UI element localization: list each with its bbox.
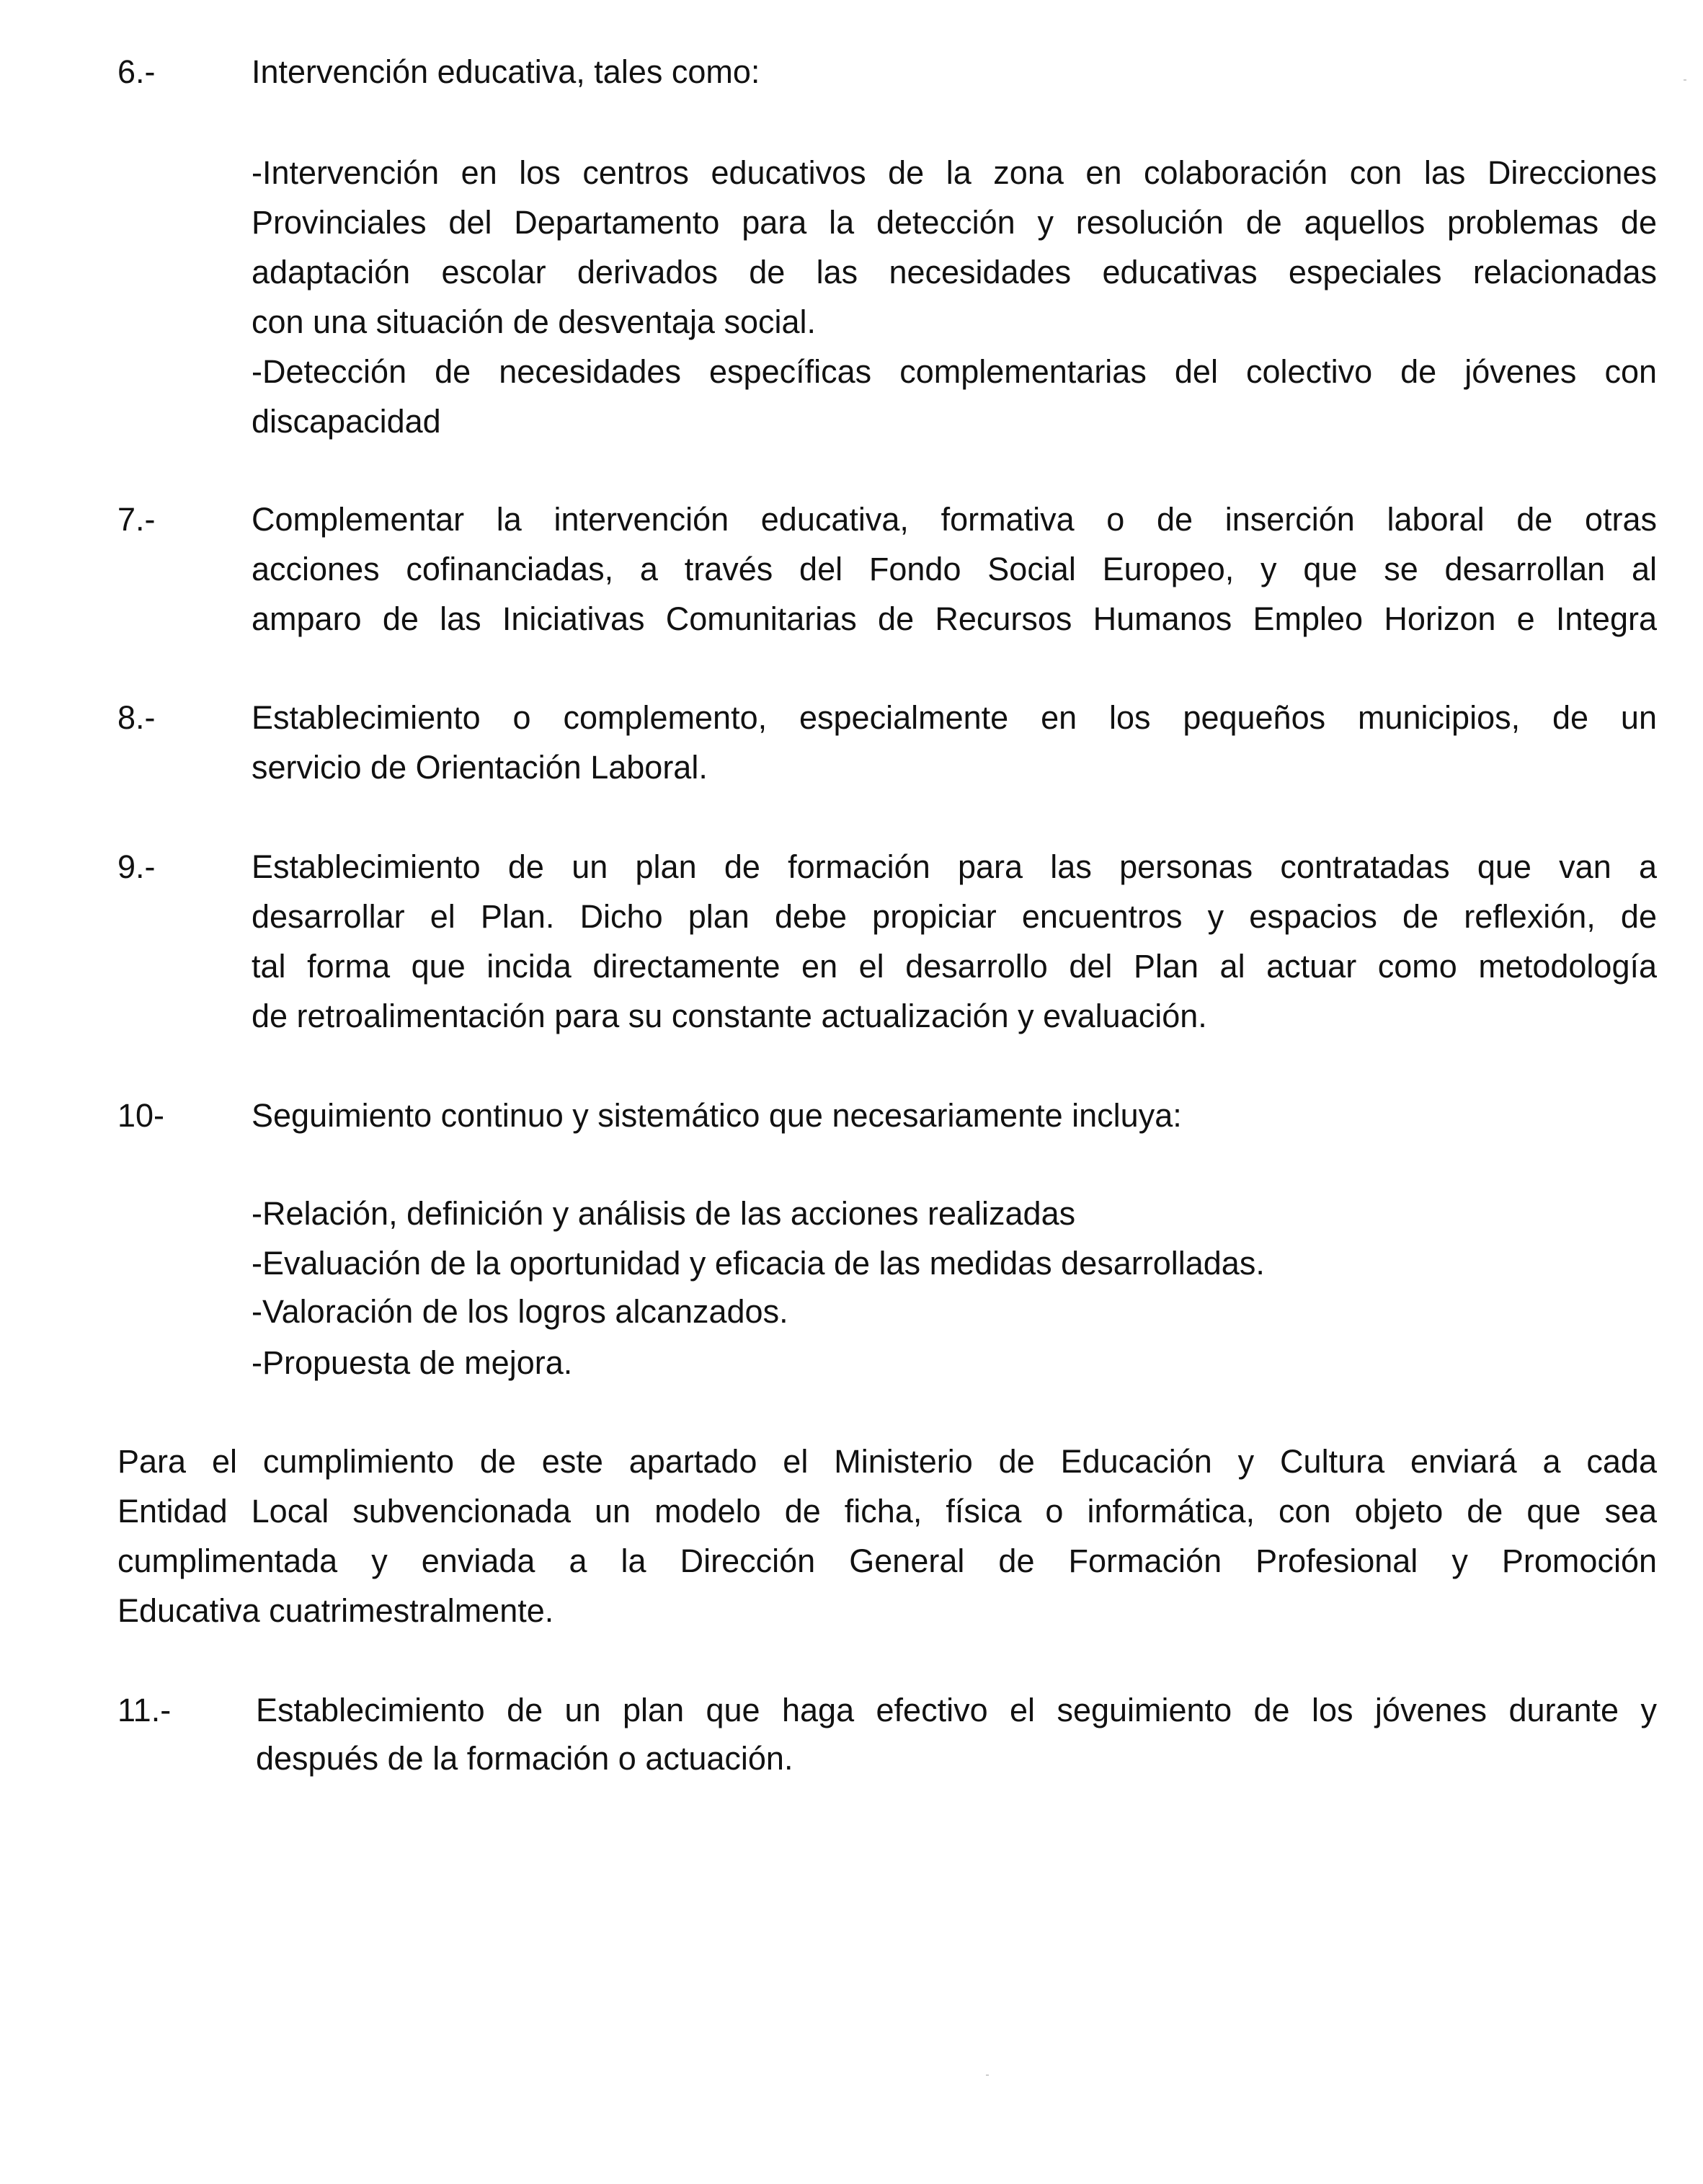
paragraph-line: cumplimentada y enviada a la Dirección General de Formación Profesional y Promoción bbox=[117, 1542, 1657, 1579]
item-9-line: Establecimiento de un plan de formación para las personas contratadas que van a bbox=[252, 848, 1657, 885]
item-11-line: Establecimiento de un plan que haga efectivo el seguimiento de los jóvenes durante y bbox=[256, 1692, 1657, 1728]
scan-speck bbox=[1684, 79, 1686, 81]
item-9-line: de retroalimentación para su constante actualización y evaluación. bbox=[252, 998, 1207, 1034]
item-6-sub-line: Provinciales del Departamento para la detección y resolución de aquellos problemas de bbox=[252, 204, 1657, 241]
paragraph-line: Educativa cuatrimestralmente. bbox=[117, 1592, 554, 1629]
item-number-9: 9.- bbox=[117, 848, 156, 885]
item-number-10: 10- bbox=[117, 1097, 165, 1134]
item-number-8: 8.- bbox=[117, 699, 156, 736]
item-number-11: 11.- bbox=[117, 1692, 172, 1728]
paragraph-line: Entidad Local subvencionada un modelo de ficha, física o informática, con objeto de que sea bbox=[117, 1493, 1657, 1530]
item-10-heading: Seguimiento continuo y sistemático que necesariamente incluya: bbox=[252, 1097, 1182, 1134]
item-10-sub-line: -Relación, definición y análisis de las acciones realizadas bbox=[252, 1195, 1076, 1232]
item-11-line: después de la formación o actuación. bbox=[256, 1740, 793, 1777]
item-6-sub-line: -Detección de necesidades específicas complementarias del colectivo de jóvenes con bbox=[252, 353, 1657, 390]
item-8-line: Establecimiento o complemento, especialmente en los pequeños municipios, de un bbox=[252, 699, 1657, 736]
item-number-7: 7.- bbox=[117, 501, 156, 538]
item-7-line: amparo de las Iniciativas Comunitarias de Recursos Humanos Empleo Horizon e Integra bbox=[252, 600, 1657, 637]
item-6-sub-line: discapacidad bbox=[252, 403, 441, 440]
item-10-sub-line: -Propuesta de mejora. bbox=[252, 1344, 573, 1381]
item-8-line: servicio de Orientación Laboral. bbox=[252, 749, 708, 786]
item-6-sub-line: con una situación de desventaja social. bbox=[252, 303, 817, 340]
item-number-6: 6.- bbox=[117, 53, 156, 90]
scan-speck bbox=[986, 2074, 989, 2076]
paragraph-line: Para el cumplimiento de este apartado el Ministerio de Educación y Cultura enviará a cada bbox=[117, 1443, 1657, 1480]
item-9-line: tal forma que incida directamente en el desarrollo del Plan al actuar como metodología bbox=[252, 948, 1657, 985]
item-6-heading: Intervención educativa, tales como: bbox=[252, 53, 760, 90]
item-6-sub-line: adaptación escolar derivados de las necesidades educativas especiales relacionadas bbox=[252, 254, 1657, 290]
item-7-line: acciones cofinanciadas, a través del Fondo Social Europeo, y que se desarrollan al bbox=[252, 551, 1657, 587]
item-9-line: desarrollar el Plan. Dicho plan debe propiciar encuentros y espacios de reflexión, de bbox=[252, 898, 1657, 935]
item-7-line: Complementar la intervención educativa, formativa o de inserción laboral de otras bbox=[252, 501, 1657, 538]
item-10-sub-line: -Valoración de los logros alcanzados. bbox=[252, 1293, 788, 1330]
item-6-sub-line: -Intervención en los centros educativos de la zona en colaboración con las Direcciones bbox=[252, 154, 1657, 191]
item-10-sub-line: -Evaluación de la oportunidad y eficacia de las medidas desarrolladas. bbox=[252, 1245, 1265, 1282]
